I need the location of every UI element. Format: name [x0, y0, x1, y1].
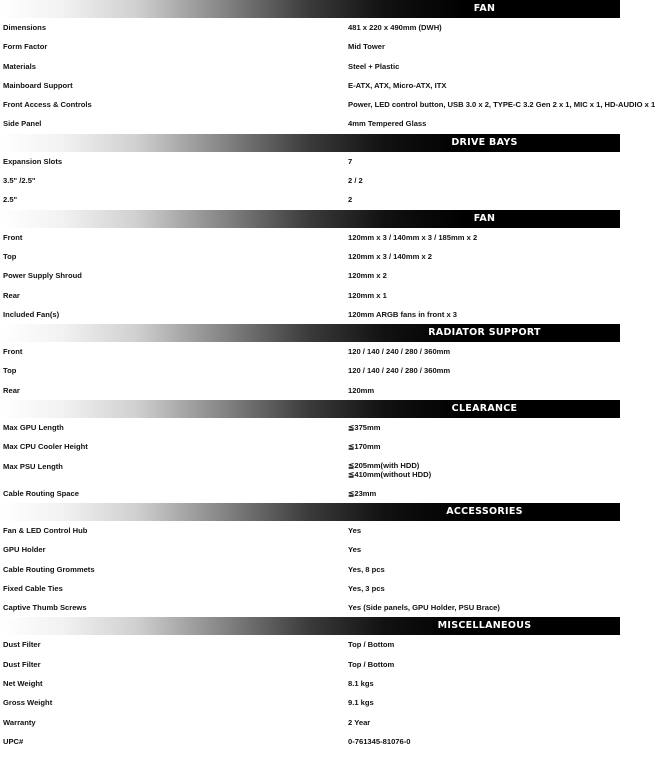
spec-value-line: 9.1 kgs	[348, 698, 374, 708]
spec-value-line: 120mm x 1	[348, 290, 387, 300]
spec-label: Top	[3, 251, 17, 261]
spec-value	[348, 62, 399, 71]
spec-label: Front	[3, 347, 23, 357]
section-header-radiator-support	[0, 324, 620, 342]
spec-value-line: 481 x 220 x 490mm (DWH)	[348, 23, 442, 32]
section-title: RADIATOR SUPPORT	[428, 327, 541, 339]
spec-value	[348, 366, 450, 375]
spec-value-line: 2 / 2	[348, 176, 363, 186]
spec-value	[348, 565, 385, 574]
spec-value	[348, 347, 450, 356]
spec-value	[348, 718, 370, 727]
spec-row-2-5	[0, 190, 620, 209]
spec-row-net-weight	[0, 674, 620, 693]
spec-value-line: ≦205mm(with HDD)	[348, 460, 420, 470]
section-title: ACCESSORIES	[446, 505, 523, 517]
section-title: FAN	[473, 3, 496, 14]
spec-value-line: 120 / 140 / 240 / 280 / 360mm	[348, 366, 451, 376]
spec-value-line: ≦410mm(without HDD)	[348, 469, 432, 479]
spec-row-materials	[0, 57, 620, 76]
spec-row-top	[0, 247, 620, 266]
spec-value-line: 7	[348, 156, 353, 166]
spec-row-dimensions	[0, 18, 620, 37]
spec-value	[348, 423, 381, 432]
spec-value	[348, 119, 426, 128]
spec-label: Power Supply Shroud	[3, 271, 82, 281]
spec-value	[348, 640, 394, 649]
spec-row-rear	[0, 286, 620, 305]
spec-value-line: Steel + Plastic	[348, 61, 400, 71]
spec-label: Gross Weight	[3, 698, 53, 708]
spec-row-expansion-slots	[0, 152, 620, 171]
spec-value	[348, 737, 411, 746]
spec-label: Max CPU Cooler Height	[3, 442, 88, 452]
spec-value-line: 120mm x 2	[348, 271, 387, 281]
spec-value-line: Yes, 3 pcs	[348, 583, 385, 593]
spec-row-fan-led-control-hub	[0, 521, 620, 540]
spec-label: Dimensions	[3, 23, 47, 32]
spec-value-line: 120mm x 3 / 140mm x 3 / 185mm x 2	[348, 232, 478, 242]
spec-value-line: Top / Bottom	[348, 659, 395, 669]
spec-label: Side Panel	[3, 119, 42, 129]
spec-value	[348, 660, 394, 669]
spec-label: Rear	[3, 290, 20, 300]
spec-value-line: Yes	[348, 525, 362, 535]
spec-label: Cable Routing Space	[3, 488, 79, 498]
spec-value-line: 120mm ARGB fans in front x 3	[348, 309, 458, 319]
spec-label: GPU Holder	[3, 545, 46, 555]
spec-row-3-5-2-5	[0, 171, 620, 190]
spec-label: Front Access & Controls	[3, 100, 92, 110]
spec-label: 2.5"	[3, 195, 18, 205]
spec-label: Form Factor	[3, 42, 48, 52]
spec-row-max-gpu-length	[0, 418, 620, 437]
spec-value-line: 8.1 kgs	[348, 679, 374, 689]
spec-value-line: Yes, 8 pcs	[348, 564, 385, 574]
spec-label: Warranty	[3, 717, 36, 727]
spec-row-top	[0, 361, 620, 380]
spec-row-rear	[0, 381, 620, 400]
spec-value-line: 4mm Tempered Glass	[348, 119, 427, 129]
spec-label: Max GPU Length	[3, 423, 64, 433]
spec-value	[348, 271, 387, 280]
spec-value	[348, 195, 352, 204]
spec-value	[348, 310, 457, 319]
spec-value-line: 0-761345-81076-0	[348, 736, 411, 746]
spec-label: 3.5" /2.5"	[3, 176, 36, 186]
spec-value	[348, 42, 385, 51]
spec-value	[348, 252, 432, 261]
section-header-clearance	[0, 400, 620, 418]
spec-label: Rear	[3, 385, 20, 395]
spec-value	[348, 100, 655, 109]
spec-value	[348, 545, 361, 554]
spec-value-line: 120mm	[348, 385, 375, 395]
spec-label: Max PSU Length	[3, 461, 63, 471]
section-header-drive-bays	[0, 134, 620, 152]
spec-value	[348, 81, 446, 90]
spec-row-max-cpu-cooler-height	[0, 437, 620, 456]
spec-value	[348, 442, 381, 451]
section-title: FAN	[473, 212, 496, 224]
spec-label: Expansion Slots	[3, 156, 63, 166]
spec-value	[348, 489, 376, 498]
spec-value	[348, 233, 477, 242]
spec-row-side-panel	[0, 114, 620, 133]
section-header-fan	[0, 210, 620, 228]
spec-row-dust-filter	[0, 635, 620, 654]
spec-value-line: Yes (Side panels, GPU Holder, PSU Brace)	[348, 603, 500, 613]
spec-row-captive-thumb-screws	[0, 598, 620, 617]
spec-value	[348, 603, 500, 612]
spec-label: Materials	[3, 61, 36, 71]
section-header-fan	[0, 0, 620, 18]
spec-label: Dust Filter	[3, 640, 41, 650]
spec-label: Front	[3, 232, 23, 242]
spec-label: Fixed Cable Ties	[3, 583, 63, 593]
spec-value-line: Yes	[348, 545, 362, 555]
spec-row-dust-filter	[0, 655, 620, 674]
spec-value	[348, 176, 363, 185]
spec-row-form-factor	[0, 37, 620, 56]
spec-value-line: 120 / 140 / 240 / 280 / 360mm	[348, 347, 451, 357]
spec-label: Cable Routing Grommets	[3, 564, 95, 574]
section-title: DRIVE BAYS	[451, 136, 518, 148]
spec-value-line: ≦375mm	[348, 423, 381, 433]
spec-value-line: Power, LED control button, USB 3.0 x 2, TYPE-C 3.2 Gen 2 x 1, MIC x 1, HD-AUDIO x 1	[348, 100, 655, 110]
spec-row-warranty	[0, 713, 620, 732]
spec-label: Fan & LED Control Hub	[3, 525, 88, 535]
spec-label: Mainboard Support	[3, 80, 73, 90]
spec-value-line: 2	[348, 195, 353, 205]
spec-value-line: 120mm x 3 / 140mm x 2	[348, 251, 433, 261]
spec-label: Net Weight	[3, 679, 43, 689]
spec-value	[348, 461, 431, 479]
spec-value	[348, 291, 387, 300]
spec-value	[348, 157, 352, 166]
spec-value	[348, 679, 374, 688]
spec-value-line: Top / Bottom	[348, 640, 395, 650]
section-header-accessories	[0, 503, 620, 521]
spec-label: Captive Thumb Screws	[3, 603, 87, 613]
spec-row-cable-routing-space	[0, 484, 620, 503]
spec-label: Top	[3, 366, 17, 376]
spec-row-gpu-holder	[0, 540, 620, 559]
spec-row-included-fan-s	[0, 305, 620, 324]
spec-row-max-psu-length	[0, 457, 620, 484]
spec-value-line: 2 Year	[348, 717, 371, 727]
spec-row-front	[0, 228, 620, 247]
spec-row-cable-routing-grommets	[0, 560, 620, 579]
spec-row-power-supply-shroud	[0, 266, 620, 285]
spec-value	[348, 698, 374, 707]
spec-row-front	[0, 342, 620, 361]
spec-value-line: Mid Tower	[348, 42, 385, 52]
section-title: CLEARANCE	[451, 403, 518, 415]
spec-value-line: ≦170mm	[348, 442, 381, 452]
spec-value	[348, 386, 374, 395]
spec-label: Dust Filter	[3, 659, 41, 669]
section-title: MISCELLANEOUS	[437, 620, 532, 632]
spec-value	[348, 23, 442, 32]
spec-value	[348, 584, 385, 593]
spec-label: Included Fan(s)	[3, 309, 60, 319]
spec-row-front-access-controls	[0, 95, 655, 114]
spec-value-line: ≦23mm	[348, 488, 377, 498]
spec-value-line: E-ATX, ATX, Micro-ATX, ITX	[348, 80, 447, 90]
spec-row-mainboard-support	[0, 76, 620, 95]
spec-row-gross-weight	[0, 693, 620, 712]
spec-label: UPC#	[3, 736, 24, 746]
spec-value	[348, 526, 361, 535]
spec-row-upc	[0, 732, 620, 751]
section-header-miscellaneous	[0, 617, 620, 635]
spec-row-fixed-cable-ties	[0, 579, 620, 598]
